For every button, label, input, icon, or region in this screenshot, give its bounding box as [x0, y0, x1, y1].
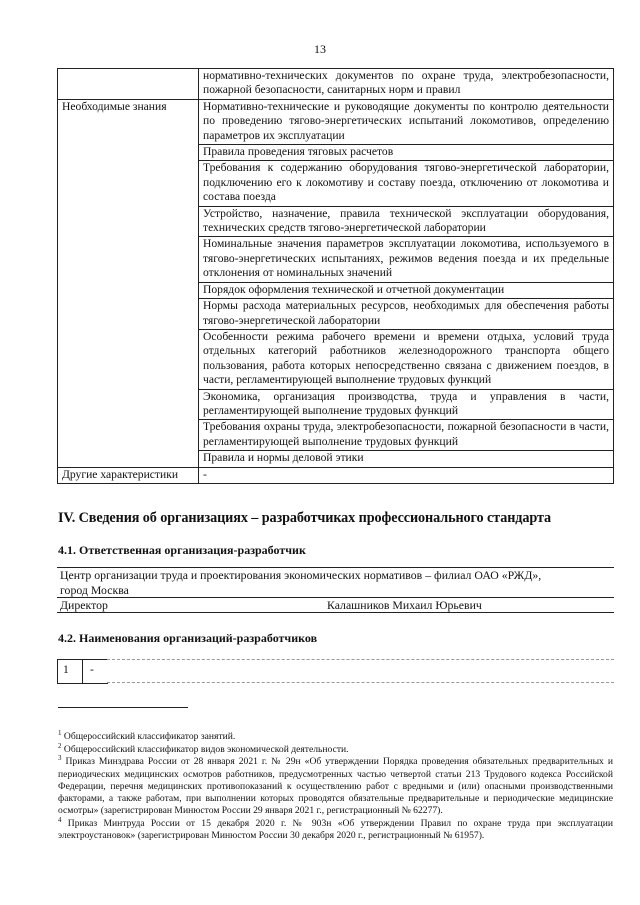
other-label: Другие характеристики [58, 467, 199, 483]
section-title: IV. Сведения об организациях – разработчиках профессионального стандарта [58, 510, 551, 526]
dev-name: - [90, 663, 94, 676]
responsible-org-box [57, 567, 614, 613]
footnotes [58, 728, 613, 843]
knowledge-item: Нормативно-технические и руководящие документы по контролю деятельности по проведению тягово-энергетических испытаний локомотивов, определению параметров их эксплуатации [199, 99, 614, 144]
faint-rule [107, 682, 614, 683]
other-value: - [199, 467, 614, 483]
footnote: $^3$ Приказ Минздрава России от 28 января 2021 г. № 29н «Об утверждении Порядка проведения обязательных предварительных и периодических медицинских осмотров работников, предусмотренных частью четвертой статьи 213 Трудового кодекса Российской Федерации, перечня медицинских противопоказаний к осуществлению работ с вредными и (или) опасными производственными факторами, а также работам, при выполнении которых проводятся обязательные предварительные и периодические медицинские осмотры» (зарегистрирован Минюстом России 29 января 2021 г., регистрационный № 62277). [58, 754, 613, 817]
table-row [58, 467, 614, 483]
page-number: 13 [314, 42, 326, 56]
signatory-row [57, 597, 614, 612]
org-name-line2: город Москва [60, 582, 129, 597]
footnote: $^4$ Приказ Минтруда России от 15 декабря 2020 г. № 903н «Об утверждении Правил по охране труда при эксплуатации электроустановок» (зарегистрирован Минюстом России 30 декабря 2020 г., регистрационный № 61957). [58, 815, 613, 842]
knowledge-item: Экономика, организация производства, труда и управления в части, регламентирующей выполнение трудовых функций [199, 389, 614, 420]
subsection-responsible-org: 4.1. Ответственная организация-разработчик [58, 543, 306, 557]
knowledge-item: Особенности режима рабочего времени и времени отдыха, условий труда отдельных категорий работников железнодорожного транспорта общего пользования, работа которых непосредственно связана с движением поездов, в части, регламентирующей выполнение трудовых функций [199, 329, 614, 389]
knowledge-table [57, 68, 614, 484]
dev-num-cell [57, 659, 83, 684]
knowledge-item: Нормы расхода материальных ресурсов, необходимых для обеспечения работы тягово-энергетической лаборатории [199, 299, 614, 330]
knowledge-item: Правила и нормы деловой этики [199, 451, 614, 467]
developer-orgs-table [57, 659, 614, 683]
dev-name-cell [82, 659, 108, 684]
table-row [58, 99, 614, 144]
continued-cell: нормативно-технических документов по охране труда, электробезопасности, пожарной безопасности, санитарных норм и правил [199, 69, 614, 100]
org-name-line1: Центр организации труда и проектирования экономических нормативов – филиал ОАО «РЖД», [60, 568, 542, 582]
subsection-developer-orgs: 4.2. Наименования организаций-разработчиков [58, 631, 318, 645]
footnote: $^1$ Общероссийский классификатор занятий. [58, 728, 236, 742]
signatory-role: Директор [60, 598, 108, 613]
knowledge-label: Необходимые знания [58, 99, 199, 467]
table-row [58, 69, 614, 100]
footnote: $^2$ Общероссийский классификатор видов экономической деятельности. [58, 741, 349, 755]
label-cell-empty [58, 69, 199, 100]
knowledge-item: Правила проведения тяговых расчетов [199, 145, 614, 161]
signatory-name: Калашников Михаил Юрьевич [327, 598, 482, 613]
knowledge-item: Требования охраны труда, электробезопасности, пожарной безопасности в части, регламентирующей выполнение трудовых функций [199, 420, 614, 451]
knowledge-item: Устройство, назначение, правила технической эксплуатации оборудования, технических средств тягово-энергетической лаборатории [199, 206, 614, 237]
footnote-separator [58, 707, 188, 708]
faint-rule [107, 659, 614, 660]
knowledge-item: Требования к содержанию оборудования тягово-энергетической лаборатории, подключению его к локомотиву и составу поезда, отключению от локомотива и состава поезда [199, 161, 614, 206]
knowledge-item: Порядок оформления технической и отчетной документации [199, 282, 614, 298]
dev-number: 1 [63, 663, 69, 676]
knowledge-item: Номинальные значения параметров эксплуатации локомотива, используемого в тягово-энергетических испытаниях, режимов ведения поезда и их предельные отклонения от номинальных значений [199, 237, 614, 282]
